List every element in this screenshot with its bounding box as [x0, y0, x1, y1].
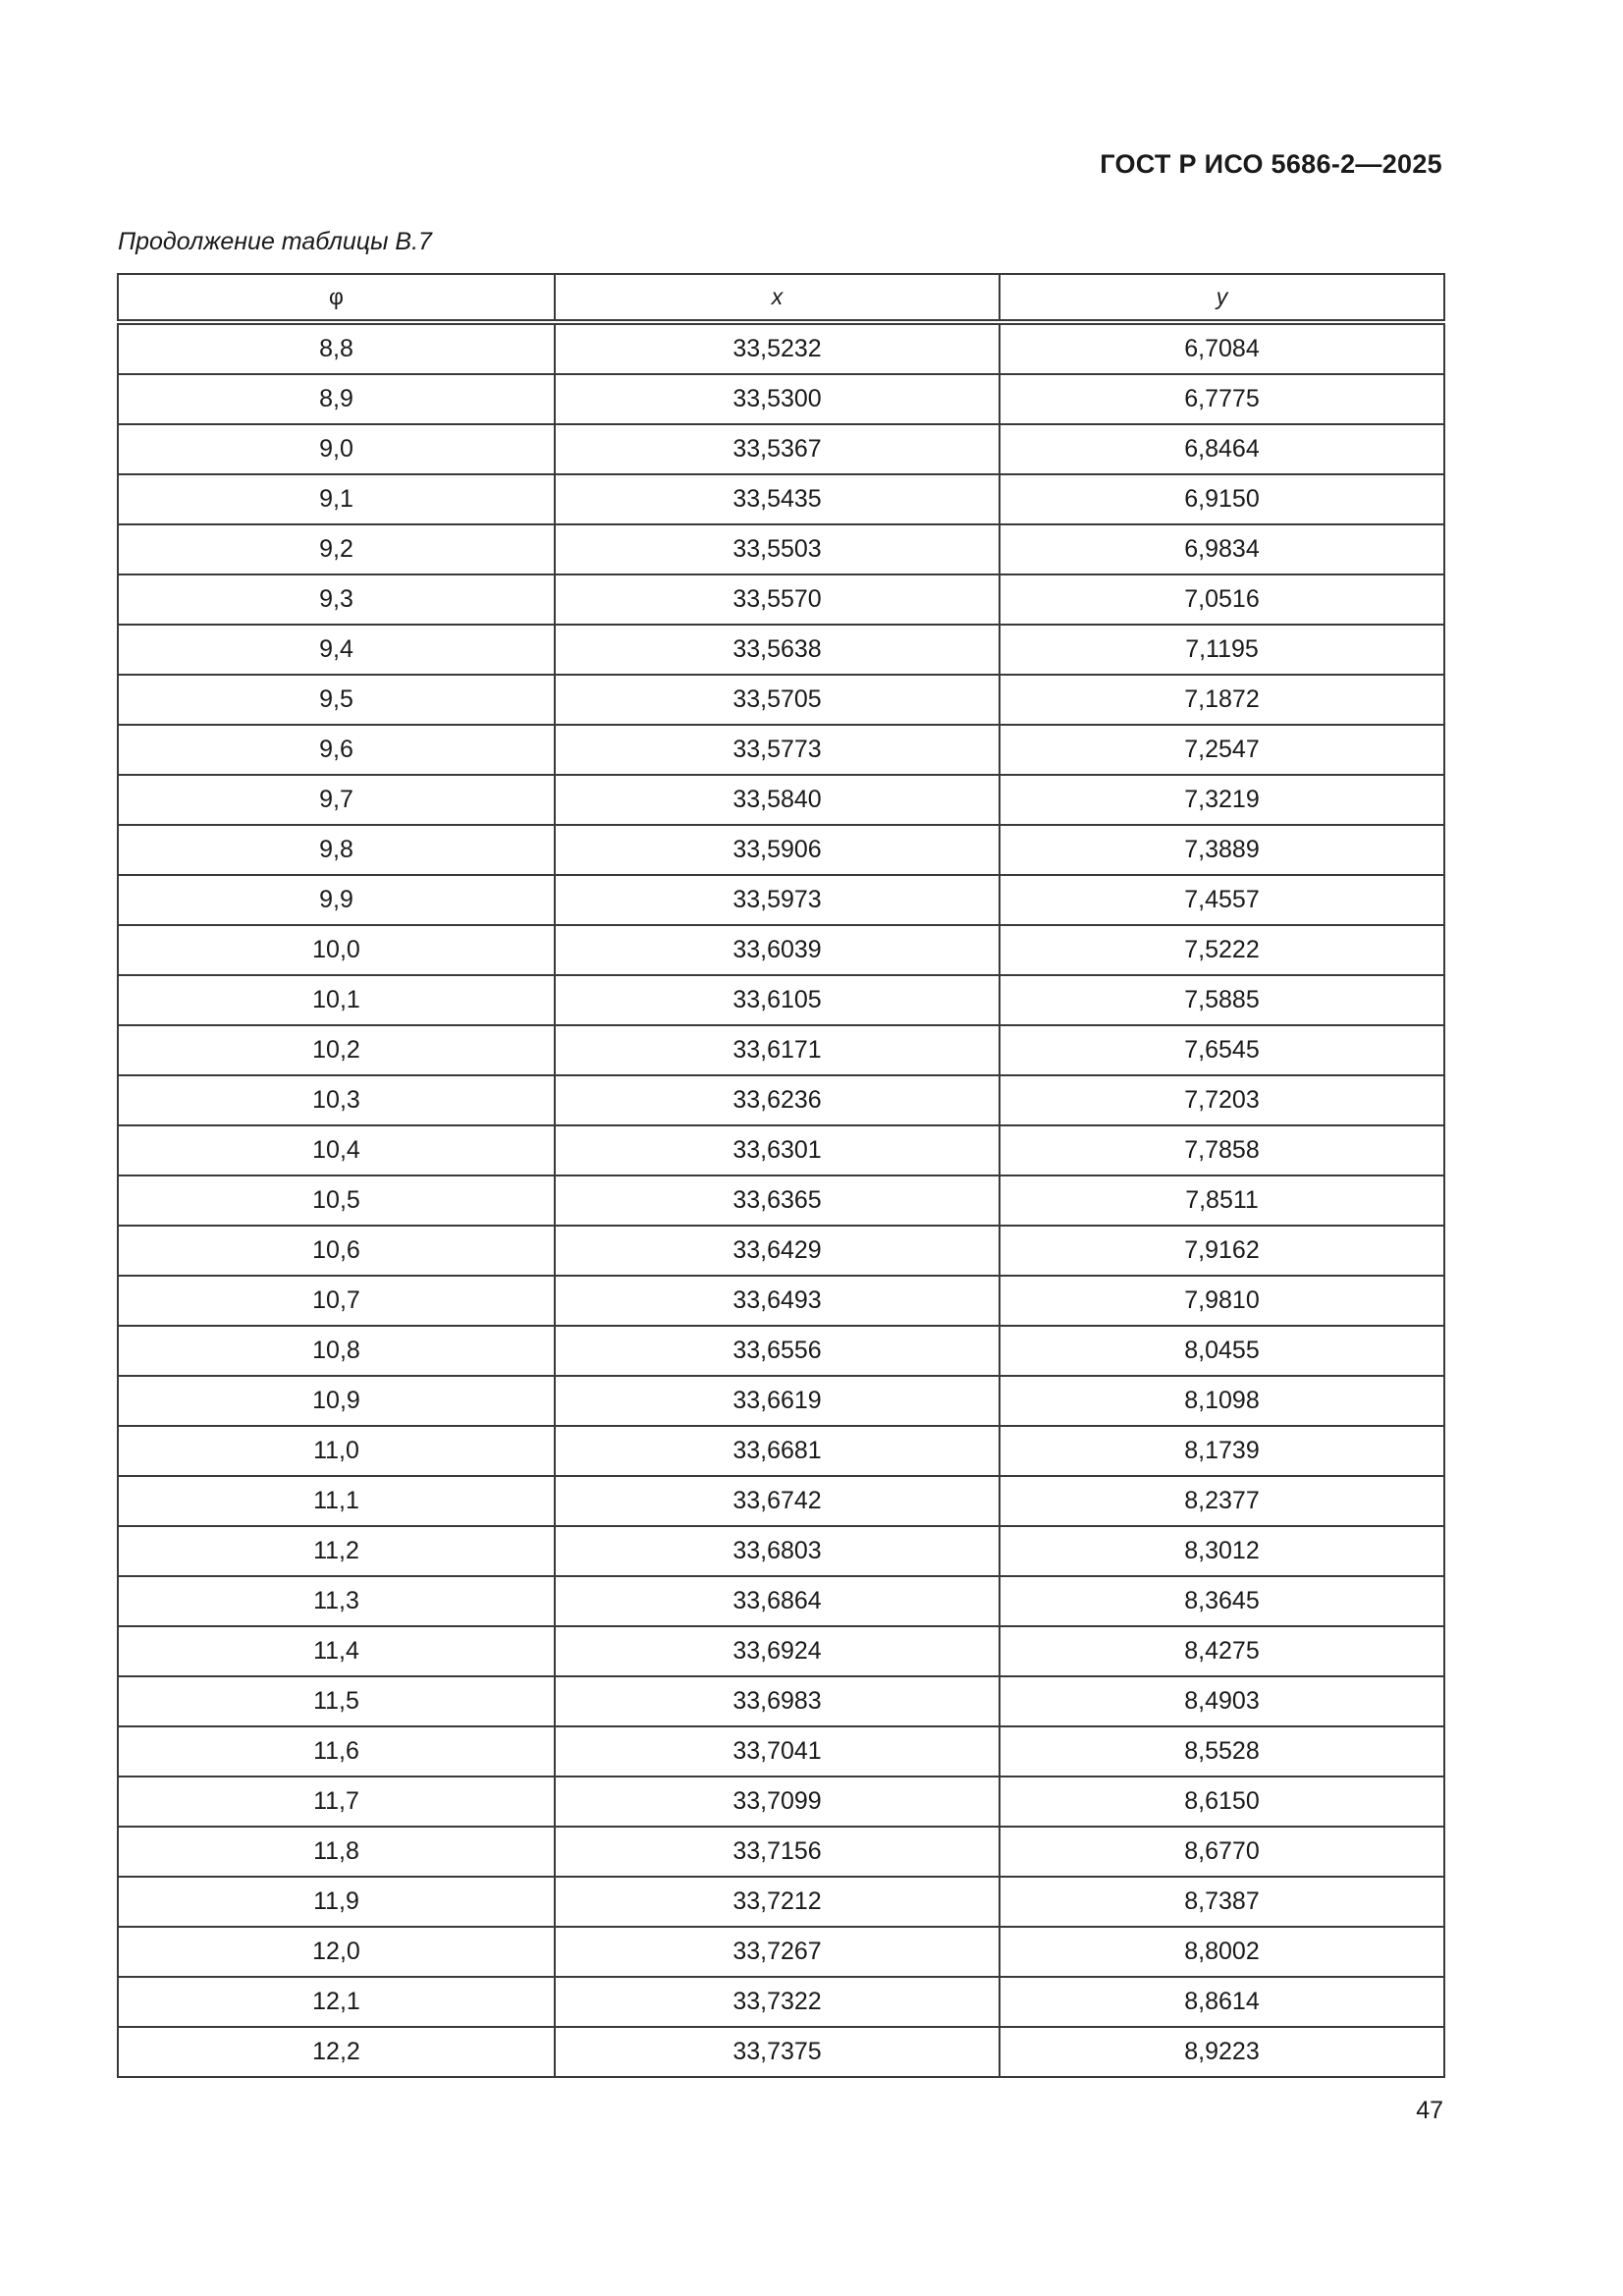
cell-phi: 10,4	[118, 1125, 555, 1175]
cell-x: 33,6681	[555, 1426, 1000, 1476]
table-row	[118, 574, 1444, 625]
cell-x: 33,6236	[555, 1075, 1000, 1125]
table-row	[118, 1977, 1444, 2027]
cell-phi: 9,7	[118, 775, 555, 825]
table-row	[118, 725, 1444, 775]
cell-phi: 10,5	[118, 1175, 555, 1226]
cell-x: 33,5705	[555, 675, 1000, 725]
cell-phi: 9,1	[118, 474, 555, 524]
cell-y: 8,1098	[1000, 1376, 1444, 1426]
cell-phi: 11,5	[118, 1676, 555, 1726]
cell-phi: 9,2	[118, 524, 555, 574]
cell-phi: 12,2	[118, 2027, 555, 2077]
cell-x: 33,5367	[555, 424, 1000, 474]
table-row	[118, 775, 1444, 825]
table-row	[118, 1075, 1444, 1125]
cell-phi: 11,2	[118, 1526, 555, 1576]
table-row	[118, 1676, 1444, 1726]
table-row	[118, 322, 1444, 374]
cell-x: 33,6105	[555, 975, 1000, 1025]
cell-y: 8,6150	[1000, 1777, 1444, 1827]
table-row	[118, 1125, 1444, 1175]
cell-y: 6,9834	[1000, 524, 1444, 574]
table-row	[118, 1877, 1444, 1927]
cell-phi: 12,1	[118, 1977, 555, 2027]
cell-phi: 11,6	[118, 1726, 555, 1777]
cell-y: 8,2377	[1000, 1476, 1444, 1526]
cell-x: 33,5300	[555, 374, 1000, 424]
table-row	[118, 1726, 1444, 1777]
cell-phi: 11,3	[118, 1576, 555, 1626]
cell-y: 7,7203	[1000, 1075, 1444, 1125]
cell-x: 33,7099	[555, 1777, 1000, 1827]
table-row	[118, 1276, 1444, 1326]
cell-y: 8,4903	[1000, 1676, 1444, 1726]
cell-y: 8,5528	[1000, 1726, 1444, 1777]
cell-x: 33,7156	[555, 1827, 1000, 1877]
cell-x: 33,5773	[555, 725, 1000, 775]
data-table	[117, 273, 1445, 2078]
table-row	[118, 625, 1444, 675]
cell-x: 33,6556	[555, 1326, 1000, 1376]
cell-phi: 12,0	[118, 1927, 555, 1977]
cell-x: 33,6742	[555, 1476, 1000, 1526]
cell-y: 7,2547	[1000, 725, 1444, 775]
cell-y: 8,7387	[1000, 1877, 1444, 1927]
table-row	[118, 524, 1444, 574]
data-table-container	[117, 273, 1443, 2078]
table-caption: Продолжение таблицы В.7	[118, 228, 432, 255]
table-row	[118, 1626, 1444, 1676]
cell-y: 6,8464	[1000, 424, 1444, 474]
cell-phi: 11,8	[118, 1827, 555, 1877]
table-row	[118, 474, 1444, 524]
cell-x: 33,7041	[555, 1726, 1000, 1777]
cell-phi: 11,0	[118, 1426, 555, 1476]
cell-phi: 10,2	[118, 1025, 555, 1075]
cell-phi: 9,3	[118, 574, 555, 625]
cell-y: 7,8511	[1000, 1175, 1444, 1226]
cell-phi: 9,0	[118, 424, 555, 474]
cell-x: 33,5638	[555, 625, 1000, 675]
cell-x: 33,6803	[555, 1526, 1000, 1576]
cell-phi: 10,8	[118, 1326, 555, 1376]
cell-x: 33,6429	[555, 1226, 1000, 1276]
cell-phi: 10,7	[118, 1276, 555, 1326]
cell-x: 33,5435	[555, 474, 1000, 524]
cell-phi: 10,1	[118, 975, 555, 1025]
cell-y: 7,6545	[1000, 1025, 1444, 1075]
cell-y: 7,5222	[1000, 925, 1444, 975]
cell-x: 33,7322	[555, 1977, 1000, 2027]
column-header-phi: φ	[118, 274, 555, 322]
cell-y: 7,4557	[1000, 875, 1444, 925]
table-row	[118, 374, 1444, 424]
cell-phi: 8,8	[118, 322, 555, 374]
cell-y: 8,1739	[1000, 1426, 1444, 1476]
cell-phi: 9,6	[118, 725, 555, 775]
table-row	[118, 1175, 1444, 1226]
cell-phi: 9,8	[118, 825, 555, 875]
cell-x: 33,6493	[555, 1276, 1000, 1326]
cell-y: 8,0455	[1000, 1326, 1444, 1376]
cell-phi: 9,4	[118, 625, 555, 675]
cell-phi: 10,0	[118, 925, 555, 975]
cell-phi: 11,7	[118, 1777, 555, 1827]
cell-phi: 11,1	[118, 1476, 555, 1526]
cell-y: 6,7084	[1000, 322, 1444, 374]
column-header-y: y	[1000, 274, 1444, 322]
table-header-row	[118, 274, 1444, 322]
cell-phi: 10,3	[118, 1075, 555, 1125]
cell-y: 7,7858	[1000, 1125, 1444, 1175]
table-row	[118, 1927, 1444, 1977]
cell-y: 7,3219	[1000, 775, 1444, 825]
cell-x: 33,7267	[555, 1927, 1000, 1977]
cell-x: 33,6301	[555, 1125, 1000, 1175]
cell-x: 33,7375	[555, 2027, 1000, 2077]
cell-phi: 10,9	[118, 1376, 555, 1426]
table-row	[118, 1226, 1444, 1276]
document-standard-id: ГОСТ Р ИСО 5686-2—2025	[1100, 149, 1442, 179]
table-row	[118, 1025, 1444, 1075]
cell-y: 8,8614	[1000, 1977, 1444, 2027]
cell-phi: 11,9	[118, 1877, 555, 1927]
cell-y: 8,8002	[1000, 1927, 1444, 1977]
table-row	[118, 1376, 1444, 1426]
cell-x: 33,5906	[555, 825, 1000, 875]
table-row	[118, 424, 1444, 474]
table-row	[118, 925, 1444, 975]
cell-phi: 9,5	[118, 675, 555, 725]
table-row	[118, 825, 1444, 875]
cell-phi: 8,9	[118, 374, 555, 424]
cell-x: 33,5503	[555, 524, 1000, 574]
cell-y: 6,7775	[1000, 374, 1444, 424]
cell-y: 6,9150	[1000, 474, 1444, 524]
cell-x: 33,5973	[555, 875, 1000, 925]
cell-x: 33,6924	[555, 1626, 1000, 1676]
cell-y: 7,1872	[1000, 675, 1444, 725]
table-header	[118, 274, 1444, 322]
table-row	[118, 1426, 1444, 1476]
table-row	[118, 2027, 1444, 2077]
cell-y: 7,5885	[1000, 975, 1444, 1025]
cell-x: 33,6619	[555, 1376, 1000, 1426]
cell-y: 7,9162	[1000, 1226, 1444, 1276]
cell-x: 33,6864	[555, 1576, 1000, 1626]
cell-x: 33,6039	[555, 925, 1000, 975]
cell-y: 8,6770	[1000, 1827, 1444, 1877]
table-row	[118, 1526, 1444, 1576]
table-row	[118, 975, 1444, 1025]
column-header-x: x	[555, 274, 1000, 322]
cell-y: 8,9223	[1000, 2027, 1444, 2077]
table-row	[118, 1576, 1444, 1626]
cell-phi: 11,4	[118, 1626, 555, 1676]
cell-x: 33,6171	[555, 1025, 1000, 1075]
table-row	[118, 1827, 1444, 1877]
cell-y: 7,0516	[1000, 574, 1444, 625]
cell-phi: 10,6	[118, 1226, 555, 1276]
cell-x: 33,6983	[555, 1676, 1000, 1726]
table-row	[118, 675, 1444, 725]
cell-x: 33,5232	[555, 322, 1000, 374]
cell-x: 33,5570	[555, 574, 1000, 625]
cell-y: 7,9810	[1000, 1276, 1444, 1326]
cell-x: 33,7212	[555, 1877, 1000, 1927]
table-body	[118, 322, 1444, 2077]
table-row	[118, 1777, 1444, 1827]
cell-y: 7,1195	[1000, 625, 1444, 675]
table-row	[118, 1326, 1444, 1376]
cell-y: 8,3012	[1000, 1526, 1444, 1576]
cell-x: 33,6365	[555, 1175, 1000, 1226]
page-number: 47	[1416, 2097, 1443, 2124]
cell-x: 33,5840	[555, 775, 1000, 825]
cell-y: 7,3889	[1000, 825, 1444, 875]
table-row	[118, 1476, 1444, 1526]
cell-y: 8,4275	[1000, 1626, 1444, 1676]
cell-phi: 9,9	[118, 875, 555, 925]
cell-y: 8,3645	[1000, 1576, 1444, 1626]
table-row	[118, 875, 1444, 925]
